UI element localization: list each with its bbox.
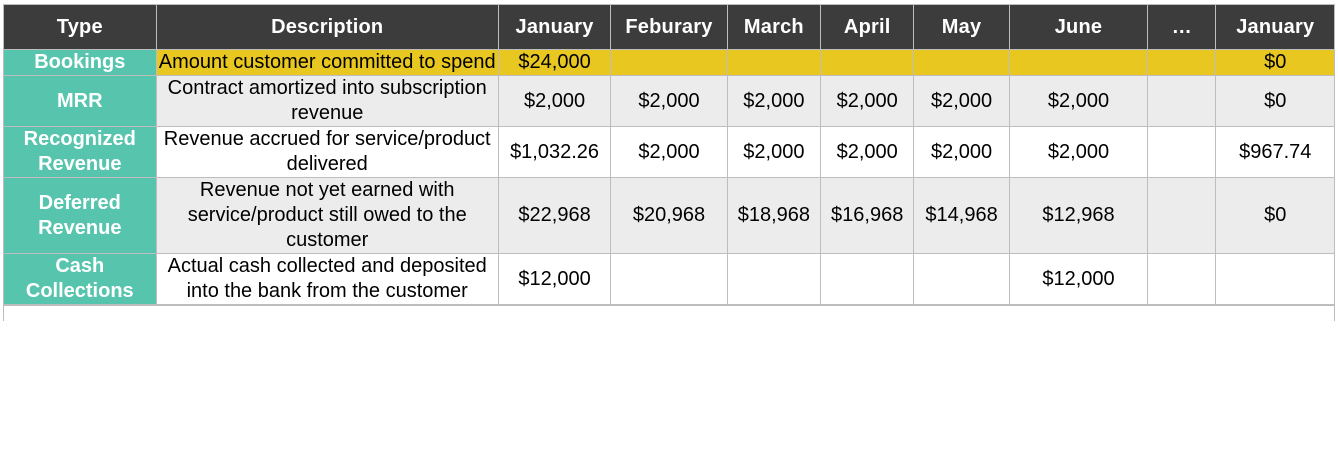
table-header — [4, 5, 1335, 50]
row-description: Revenue not yet earned with service/product still owed to the customer — [156, 178, 498, 254]
cell-may: $2,000 — [914, 127, 1009, 178]
table-row — [4, 50, 1335, 76]
cell-ellipsis — [1148, 76, 1216, 127]
cell-june: $2,000 — [1009, 127, 1148, 178]
column-header-description: Description — [156, 5, 498, 50]
cell-june: $12,968 — [1009, 178, 1148, 254]
saas-metrics-table — [3, 4, 1335, 305]
cell-january: $2,000 — [498, 76, 610, 127]
cell-ellipsis — [1148, 50, 1216, 76]
cell-february: $20,968 — [611, 178, 727, 254]
cell-march: $18,968 — [727, 178, 820, 254]
column-header-may: May — [914, 5, 1009, 50]
header-row — [4, 5, 1335, 50]
table-row — [4, 76, 1335, 127]
cell-april: $2,000 — [821, 127, 914, 178]
cell-january-final: $0 — [1216, 50, 1335, 76]
column-header-type: Type — [4, 5, 157, 50]
row-type-recognized-revenue: Recognized Revenue — [4, 127, 157, 178]
cell-april — [821, 50, 914, 76]
cell-january-final: $0 — [1216, 178, 1335, 254]
cell-april — [821, 254, 914, 305]
cell-ellipsis — [1148, 127, 1216, 178]
table-row — [4, 127, 1335, 178]
column-header-ellipsis: … — [1148, 5, 1216, 50]
cell-february: $2,000 — [611, 127, 727, 178]
column-header-april: April — [821, 5, 914, 50]
column-header-february: Feburary — [611, 5, 727, 50]
column-header-january-final: January — [1216, 5, 1335, 50]
row-type-mrr: MRR — [4, 76, 157, 127]
cell-may: $14,968 — [914, 178, 1009, 254]
cell-february: $2,000 — [611, 76, 727, 127]
column-header-june: June — [1009, 5, 1148, 50]
cell-june: $12,000 — [1009, 254, 1148, 305]
cell-february — [611, 50, 727, 76]
cell-june — [1009, 50, 1148, 76]
table-row — [4, 254, 1335, 305]
cell-january-final: $967.74 — [1216, 127, 1335, 178]
row-type-bookings: Bookings — [4, 50, 157, 76]
table-row — [4, 178, 1335, 254]
cell-april: $16,968 — [821, 178, 914, 254]
cell-may — [914, 50, 1009, 76]
cell-january-final: $0 — [1216, 76, 1335, 127]
cell-april: $2,000 — [821, 76, 914, 127]
row-description: Actual cash collected and deposited into the bank from the customer — [156, 254, 498, 305]
row-description: Revenue accrued for service/product delivered — [156, 127, 498, 178]
cell-march — [727, 50, 820, 76]
cell-january: $24,000 — [498, 50, 610, 76]
column-header-january: January — [498, 5, 610, 50]
column-header-march: March — [727, 5, 820, 50]
cell-january: $12,000 — [498, 254, 610, 305]
cell-january: $22,968 — [498, 178, 610, 254]
table-bottom-partial-row — [3, 305, 1335, 321]
cell-march: $2,000 — [727, 127, 820, 178]
row-description: Amount customer committed to spend — [156, 50, 498, 76]
cell-may — [914, 254, 1009, 305]
row-type-cash-collections: Cash Collections — [4, 254, 157, 305]
cell-march: $2,000 — [727, 76, 820, 127]
cell-june: $2,000 — [1009, 76, 1148, 127]
cell-january-final — [1216, 254, 1335, 305]
table-body — [4, 50, 1335, 305]
row-type-deferred-revenue: Deferred Revenue — [4, 178, 157, 254]
row-description: Contract amortized into subscription revenue — [156, 76, 498, 127]
cell-february — [611, 254, 727, 305]
cell-ellipsis — [1148, 254, 1216, 305]
cell-ellipsis — [1148, 178, 1216, 254]
cell-march — [727, 254, 820, 305]
cell-january: $1,032.26 — [498, 127, 610, 178]
cell-may: $2,000 — [914, 76, 1009, 127]
